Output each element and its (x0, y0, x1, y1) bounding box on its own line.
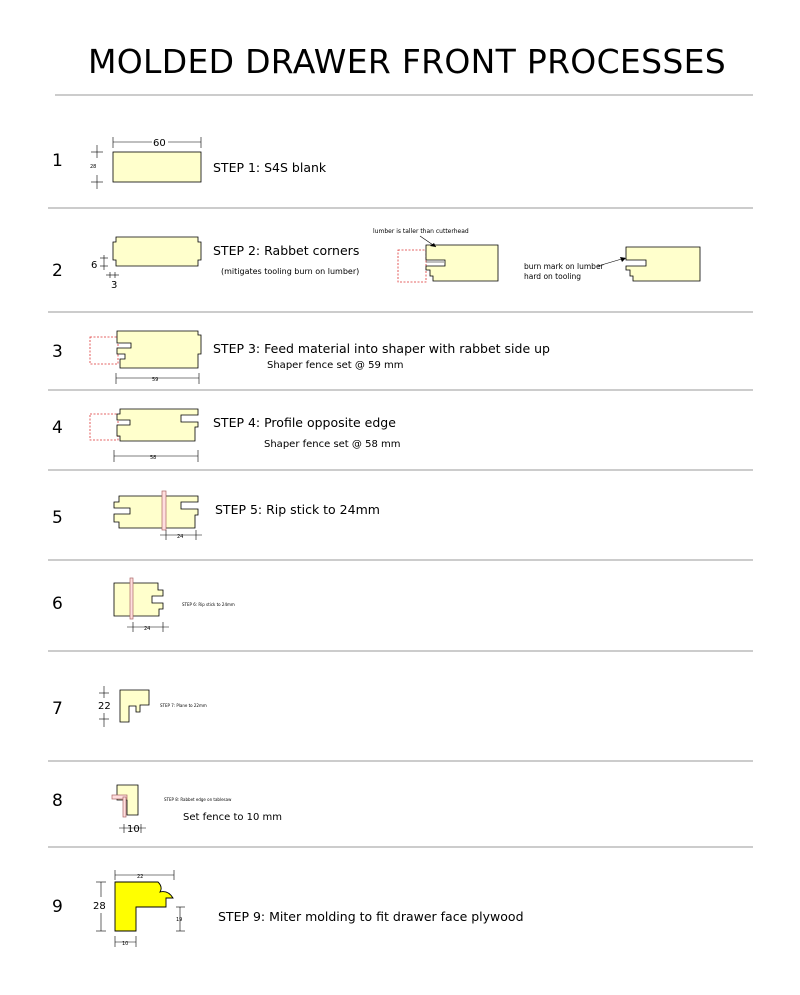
step-6 (52, 578, 235, 632)
width-label: 3 (111, 280, 118, 291)
width-label: 60 (153, 138, 166, 149)
step-1 (52, 137, 327, 189)
step-caption: STEP 1: S4S blank (213, 160, 327, 175)
step-caption: STEP 8: Rabbet edge on tablesaw (164, 797, 232, 802)
step-subcaption: (mitigates tooling burn on lumber) (221, 267, 360, 276)
width-label: 24 (177, 534, 184, 540)
page-title: MOLDED DRAWER FRONT PROCESSES (88, 42, 726, 81)
rabbeted-blank-shape (113, 237, 201, 266)
saw-blade (130, 578, 133, 619)
step-8 (52, 785, 282, 835)
step-caption: STEP 9: Miter molding to fit drawer face plywood (218, 909, 524, 924)
step-number: 2 (52, 261, 63, 281)
burned-lumber-shape (626, 247, 700, 281)
width-dimension (115, 870, 174, 880)
stick-blank-shape (114, 496, 198, 528)
step-number: 4 (52, 418, 63, 438)
depth-label: 19 (176, 917, 183, 923)
step-7 (52, 686, 207, 727)
planed-stick-shape (120, 690, 149, 722)
separators (48, 95, 753, 847)
rabbeted-stick-shape (117, 785, 138, 815)
step-9 (52, 870, 524, 947)
stick-shape (114, 583, 163, 616)
step-4 (52, 409, 400, 462)
step-number: 7 (52, 699, 63, 719)
saw-blade (162, 491, 166, 530)
lumber-cut-shape (426, 245, 498, 281)
height-label: 28 (93, 901, 106, 912)
height-label: 6 (91, 260, 98, 271)
width-label: 24 (144, 626, 151, 632)
step-caption: STEP 7: Plane to 22mm (160, 703, 207, 708)
step-number: 6 (52, 594, 63, 614)
step-caption: STEP 4: Profile opposite edge (213, 415, 396, 430)
step-number: 5 (52, 508, 63, 528)
step-number: 9 (52, 897, 63, 917)
height-label: 28 (90, 164, 97, 170)
step-caption: STEP 2: Rabbet corners (213, 243, 360, 258)
width-label: 22 (137, 874, 144, 880)
step-subcaption: Shaper fence set @ 58 mm (264, 439, 401, 450)
height-label: 22 (98, 701, 111, 712)
step-3 (52, 331, 550, 384)
step-number: 1 (52, 151, 63, 171)
step-number: 3 (52, 342, 63, 362)
width-label: 59 (152, 377, 159, 383)
annotation-note: hard on tooling (524, 272, 581, 281)
width-label: 58 (150, 455, 157, 461)
step-caption: STEP 5: Rip stick to 24mm (215, 502, 380, 517)
step-subcaption: Set fence to 10 mm (183, 812, 283, 823)
step-caption: STEP 3: Feed material into shaper with rabbet side up (213, 341, 550, 356)
cutterhead-outline (398, 250, 426, 282)
annotation-note: lumber is taller than cutterhead (373, 228, 469, 235)
width-label: 10 (127, 824, 140, 835)
saw-blade-vertical (123, 797, 126, 817)
step-subcaption: Shaper fence set @ 59 mm (267, 360, 404, 371)
cutterhead-outline (90, 337, 118, 364)
shaped-blank-shape (117, 331, 201, 368)
cutterhead-outline (90, 414, 118, 440)
annotation-note: burn mark on lumber (524, 262, 604, 271)
step-2 (52, 228, 700, 291)
step-number: 8 (52, 791, 63, 811)
base-label: 10 (122, 941, 129, 947)
step-5 (52, 491, 380, 540)
finished-molding-shape (115, 882, 173, 931)
profiled-blank-shape (117, 409, 198, 441)
s4s-blank-shape (113, 152, 201, 182)
step-caption: STEP 6: Rip stick to 24mm (182, 602, 235, 607)
